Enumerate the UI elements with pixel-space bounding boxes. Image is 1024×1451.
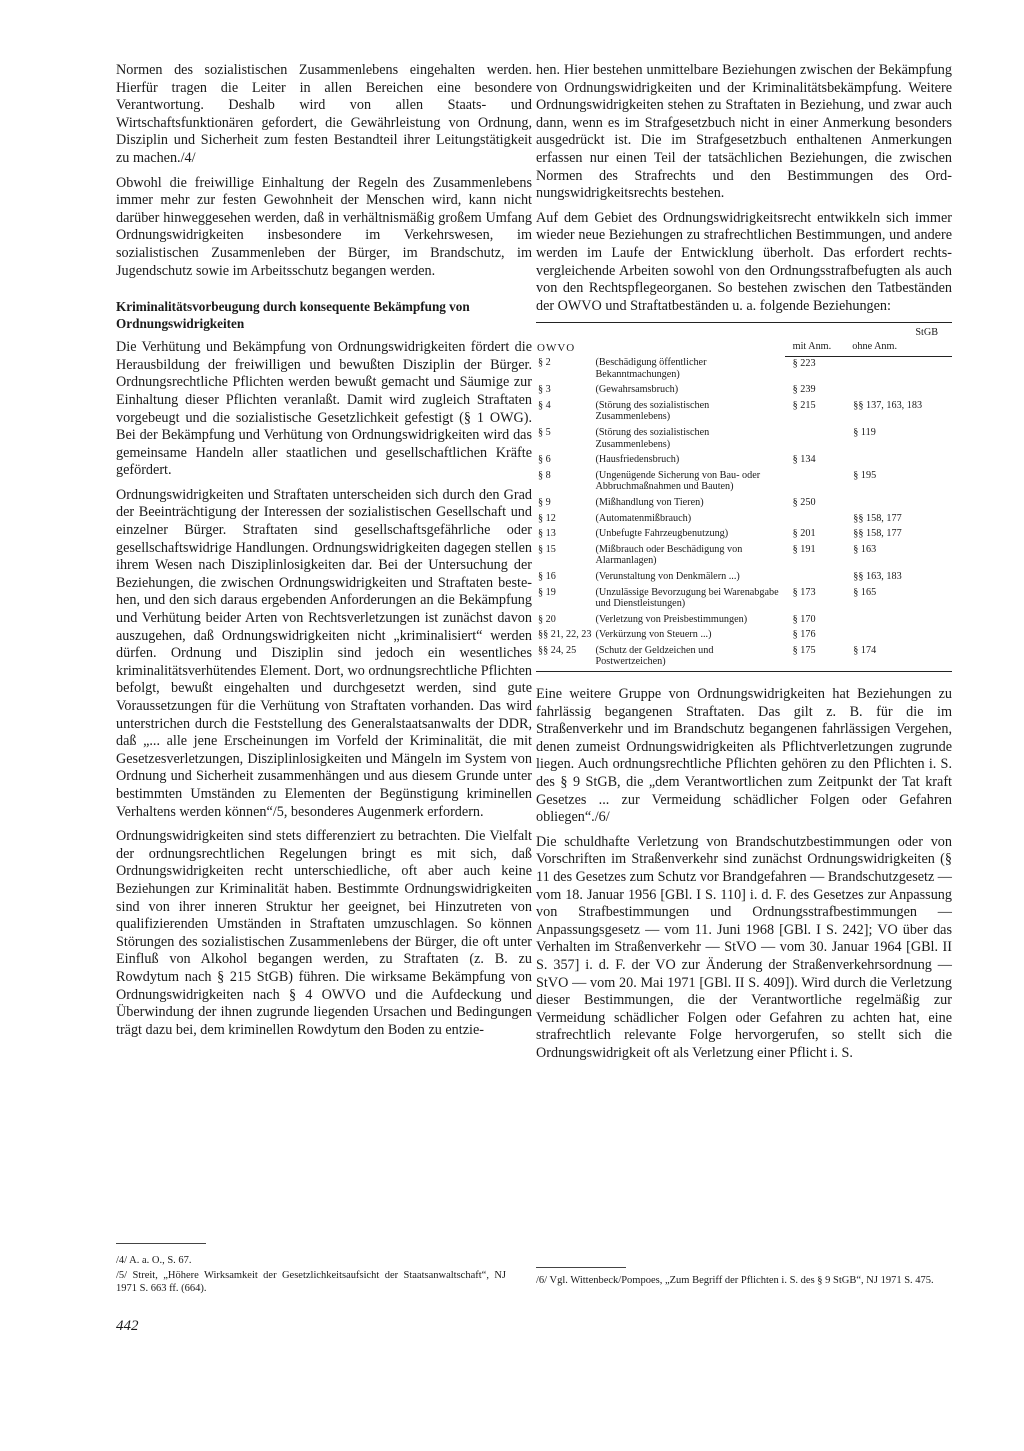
row-paragraph: § 13: [538, 528, 556, 540]
table-body: [536, 356, 952, 672]
row-mit-anm: [785, 426, 852, 453]
right-paragraph-1: hen. Hier bestehen unmittelbare Beziehungen zwischen der Bekämpfung von Ordnungswidrigkeiten und der Kriminalitätsbekämpfung. Weitere Ordnungswidrigkeiten stehen zu Straftaten in Beziehung, und zwar auch dann, wenn es im Strafgesetzbuch nicht in einer Anmerkung besonders ausgedrückt ist. Die im Strafgesetzbuch enthaltenen Anmerkungen erfassen nur einen Teil der tatsächlichen Beziehungen, die zwischen Normen des Strafrechts und den Bestimmungen des Ordnungswidrigkeitsrechts bestehen.: [536, 62, 952, 202]
row-mit-anm: § 134: [792, 454, 816, 466]
row-description: (Verkürzung von Steuern ...): [595, 629, 712, 641]
header-owvo: OWVO: [537, 342, 576, 355]
right-paragraph-3: Eine weitere Gruppe von Ordnungswidrigkeiten hat Beziehungen zu fahrlässig begangenen Straftaten. Das gilt z. B. für die im Straßenverkehr und im Brandschutz begangenen fahrlässigen Vergehen, denen zumeist Ordnungswidrigkeiten als Pflichtverletzungen zugrunde liegen. Auch ordnungsrechtliche Pflichten gehören zu den Pflichten i. S. des § 9 StGB, die „dem Verantwortlichen zum Zeitpunkt der Tat kraft Gesetzes ... zur Vermeidung schädlicher Folgen oder Gefahren obliegen“./6/: [536, 686, 952, 826]
footnotes-right: [536, 1274, 952, 1289]
table-row: [536, 644, 952, 672]
right-column: [536, 62, 952, 1070]
row-ohne-anm: §§ 158, 177: [853, 512, 902, 524]
row-paragraph: § 16: [538, 570, 556, 582]
table-row: [536, 543, 952, 570]
row-description: (Mißbrauch oder Beschädigung von Alarmanlagen): [595, 543, 743, 567]
table-row: [536, 399, 952, 426]
left-paragraph-3: Die Verhütung und Bekämpfung von Ordnungswidrigkeiten fördert die Herausbildung der freiwilligen und bewußten Disziplin der Bürger. Ordnungsrechtliche Pflichten werden bewußt gemacht und Säumige zur Einhaltung dieser Pflichten veranlaßt. Damit wird zugleich Straftaten vorgebeugt und die sozialistische Gesetzlichkeit gefestigt (§ 1 OWG). Bei der Bekämpfung und Verhütung von Ordnungswidrigkeiten wird das gemeinsame Handeln aller staatlichen und gesellschaftlichen Kräfte gefördert.: [116, 339, 532, 479]
footnote-6: /6/ Vgl. Wittenbeck/Pompoes, „Zum Begriff der Pflichten i. S. des § 9 StGB“, NJ 1971 S. 475.: [536, 1275, 934, 1286]
row-ohne-anm: [851, 613, 952, 629]
row-paragraph: § 2: [538, 357, 551, 368]
row-paragraph: § 12: [538, 512, 556, 524]
row-mit-anm: [785, 512, 852, 528]
row-mit-anm: § 215: [792, 399, 816, 411]
row-ohne-anm: §§ 137, 163, 183: [853, 399, 923, 411]
row-ohne-anm: § 163: [853, 543, 877, 555]
table-row: [536, 496, 952, 512]
row-mit-anm: § 239: [792, 384, 816, 396]
row-mit-anm: [785, 570, 852, 586]
right-paragraph-4: Die schuldhafte Verletzung von Brandschutzbestimmungen oder von Vorschriften im Straßenverkehr sind zunächst Ordnungswidrigkeiten (§ 11 des Gesetzes zum Schutz vor Brandgefahren — Brandschutzgesetz — vom 18. Januar 1956 [GBl. I S. 110] i. d. F. des Gesetzes zur Anpassung von Strafbestimmungen und Ordnungsstrafbestimmungen — Anpassungsgesetz — vom 11. Juni 1968 [GBl. I S. 242]; VO über das Verhalten im Straßenverkehr — StVO — vom 30. Januar 1964 [GBl. II S. 357] i. d. F. der VO zur Änderung der Straßenverkehrsordnung — StVO — vom 20. Mai 1971 [GBl. II S. 409]). Wird durch die Verletzung dieser Bestimmungen, die der Verantwortliche regelmäßig zur Vermeidung schädlicher Folgen oder Gefahren zu achten hat, eine strafrechtlich relevante Folge hervorgerufen, so stellt sich die Ordnungswidrigkeit oft als Verletzung einer Pflicht i. S.: [536, 833, 952, 1061]
row-paragraph: § 9: [538, 496, 551, 508]
left-column: [116, 62, 532, 1046]
right-paragraph-2: Auf dem Gebiet des Ordnungswidrigkeitsrecht entwikkeln sich immer wieder neue Beziehungen zu strafrechtlichen Bestimmungen, und andere werden im Laufe der Entwicklung überholt. Das erfordert rechtsvergleichende Arbeiten sowohl von den Ordnungsstrafbefugten als auch von den Rechtspflegeorganen. So bestehen zwischen den Tatbeständen der OWVO und Straftatbeständen u. a. folgende Beziehungen:: [536, 209, 952, 314]
row-paragraph: § 6: [538, 454, 551, 466]
footnote-5: /5/ Streit, „Höhere Wirksamkeit der Gesetzlichkeitsaufsicht der Staatsanwaltschaft“, NJ 1971 S. 663 ff. (664).: [116, 1270, 506, 1294]
row-paragraph: § 8: [538, 469, 551, 481]
table-row: [536, 453, 952, 469]
row-paragraph: § 19: [538, 586, 556, 598]
row-paragraph: § 20: [538, 613, 556, 625]
row-ohne-anm: § 119: [853, 426, 876, 438]
table-row: [536, 356, 952, 383]
row-description: (Automatenmißbrauch): [595, 512, 692, 524]
header-mit-anm: mit Anm.: [785, 340, 852, 356]
footnotes-left: [116, 1254, 506, 1297]
row-description: (Ungenügende Sicherung von Bau- oder Abbruchmaßnahmen und Bauten): [595, 469, 761, 493]
row-paragraph: § 15: [538, 543, 556, 555]
row-ohne-anm: § 174: [853, 644, 877, 656]
row-paragraph: § 3: [538, 384, 551, 396]
footnote-rule-left: [116, 1243, 206, 1244]
owvo-stgb-table: [536, 322, 952, 672]
row-mit-anm: § 176: [792, 629, 816, 641]
left-paragraph-4: Ordnungswidrigkeiten und Straftaten unterscheiden sich durch den Grad der Beeinträchtigung der Interessen der sozialistischen Gesellschaft und einzelner Bürger. Straftaten sind gesellschaftsgefährliche oder gesellschaftswidrige Handlungen. Ordnungswidrigkeiten dagegen stellen ihrem Wesen nach Disziplinlosigkeiten dar. Bei der Untersuchung der Beziehungen, die zwischen Ordnungswidrigkeiten und Straftaten bestehen, und den sich daraus ergebenden Anforderungen an die Bekämpfung und Verhütung beider Arten von Rechtsverletzungen ist zunächst davon auszugehen, daß Ordnungswidrigkeiten nicht „kriminalisiert“ werden dürfen. Ordnung und Disziplin sind jedoch ein wesentliches kriminalitätsverhütendes Element. Dort, wo ordnungsrechtliche Pflichten befolgt, bewußt eingehalten und durchgesetzt werden, sind gute Voraussetzungen für die Verhütung von Straftaten vorhanden. Das wird unterstrichen durch die Feststellung des Generalstaatsanwalts der DDR, daß „... alle jene Erscheinungen im Vorfeld der Kriminalität, die mit Gesetzesverletzungen, Disziplinlosigkeiten und Mängeln im System von Ordnung und Sicherheit zusammenhängen und aus diesem Grunde unter bestimmten Umständen zu Elementen der Begünstigung kriminellen Verhaltens werden können“/5, besonderes Augenmerk erfordern.: [116, 486, 532, 820]
row-mit-anm: § 173: [792, 586, 816, 598]
table-row: [536, 426, 952, 453]
row-description: (Störung des sozialistischen Zusammenlebens): [595, 426, 710, 450]
table-row: [536, 383, 952, 399]
header-ohne-anm: ohne Anm.: [851, 340, 952, 356]
row-description: (Unbefugte Fahrzeugbenutzung): [595, 528, 729, 540]
row-description: (Beschädigung öffentlicher Bekanntmachungen): [595, 357, 707, 380]
row-mit-anm: § 191: [792, 543, 816, 555]
row-paragraph: §§ 24, 25: [538, 644, 577, 656]
row-mit-anm: § 250: [792, 496, 816, 508]
table-row: [536, 586, 952, 613]
row-mit-anm: § 201: [792, 528, 816, 540]
header-stgb: StGB: [915, 327, 938, 339]
row-description: (Mißhandlung von Tieren): [595, 496, 704, 508]
left-paragraph-5: Ordnungswidrigkeiten sind stets differenziert zu betrachten. Die Vielfalt der ordnungsrechtlichen Regelungen bringt es mit sich, daß Ordnungswidrigkeiten recht unterschiedliche, oft aber auch keine Beziehungen zur Kriminalität haben. Bestimmte Ordnungswidrigkeiten sind von ihrer inneren Struktur her geeignet, bei Hinzutreten von qualifizierenden Umständen in Straftaten umzuschlagen. So können Störungen des sozialistischen Zusammenlebens der Bürger, die oft unter Einfluß von Alkohol begangen werden, zu Straftaten (z. B. zu Rowdytum nach § 215 StGB) führen. Die wirksame Bekämpfung von Ordnungswidrigkeiten nach § 4 OWVO und die Aufdeckung und Überwindung der ihnen zugrunde liegenden Ursachen und Bedingungen trägt dazu bei, dem kriminellen Rowdytum den Boden zu entzie-: [116, 828, 532, 1038]
row-mit-anm: § 223: [792, 357, 816, 369]
section-heading: Kriminalitätsvorbeugung durch konsequente Bekämpfung von Ordnungswidrigkeiten: [116, 299, 470, 332]
row-description: (Verletzung von Preisbestimmungen): [595, 613, 748, 625]
row-ohne-anm: § 195: [853, 469, 877, 481]
row-description: (Verunstaltung von Denkmälern ...): [595, 570, 740, 582]
row-ohne-anm: [851, 356, 952, 383]
left-paragraph-2: Obwohl die freiwillige Einhaltung der Regeln des Zusammenlebens immer mehr zur festen Gewohnheit der Menschen wird, kann nicht darüber hinweggesehen werden, daß in verhältnismäßig großem Umfang Ordnungswidrigkeiten insbesondere im Verkehrswesen, im sozialistischen Zusammenleben der Bürger, im Brandschutz, im Jugendschutz sowie im Arbeitsschutz begangen werden.: [116, 174, 532, 279]
row-description: (Störung des sozialistischen Zusammenlebens): [595, 399, 710, 423]
row-ohne-anm: [851, 453, 952, 469]
row-description: (Gewahrsamsbruch): [595, 384, 679, 396]
table-row: [536, 613, 952, 629]
table-row: [536, 469, 952, 496]
row-paragraph: § 5: [538, 426, 551, 438]
row-ohne-anm: [851, 383, 952, 399]
row-mit-anm: § 170: [792, 613, 816, 625]
footnote-4: /4/ A. a. O., S. 67.: [116, 1255, 192, 1266]
row-paragraph: § 4: [538, 399, 551, 411]
table-row: [536, 570, 952, 586]
row-ohne-anm: §§ 158, 177: [853, 528, 902, 540]
row-mit-anm: § 175: [792, 644, 816, 656]
left-paragraph-1: Normen des sozialistischen Zusammenlebens eingehalten werden. Hierfür tragen die Leiter in allen Bereichen eine besondere Verantwortung. Deshalb wird von allen Staats- und Wirtschaftsfunktionären gefordert, die Gewährleistung von Ordnung, Disziplin und Sicherheit zum festen Bestandteil ihrer Leitungstätigkeit zu machen./4/: [116, 62, 532, 166]
page-number: 442: [116, 1318, 139, 1334]
row-description: (Schutz der Geldzeichen und Postwertzeichen): [595, 644, 714, 668]
row-description: (Unzulässige Bevorzugung bei Warenabgabe und Dienstleistungen): [595, 586, 779, 610]
table-row: [536, 527, 952, 543]
row-mit-anm: [785, 469, 852, 496]
row-ohne-anm: [851, 496, 952, 512]
row-ohne-anm: § 165: [853, 586, 877, 598]
footnote-rule-right: [536, 1267, 626, 1268]
row-paragraph: §§ 21, 22, 23: [538, 629, 592, 641]
table-row: [536, 512, 952, 528]
row-ohne-anm: §§ 163, 183: [853, 570, 902, 582]
row-ohne-anm: [851, 628, 952, 644]
row-description: (Hausfriedensbruch): [595, 454, 680, 466]
table-row: [536, 628, 952, 644]
